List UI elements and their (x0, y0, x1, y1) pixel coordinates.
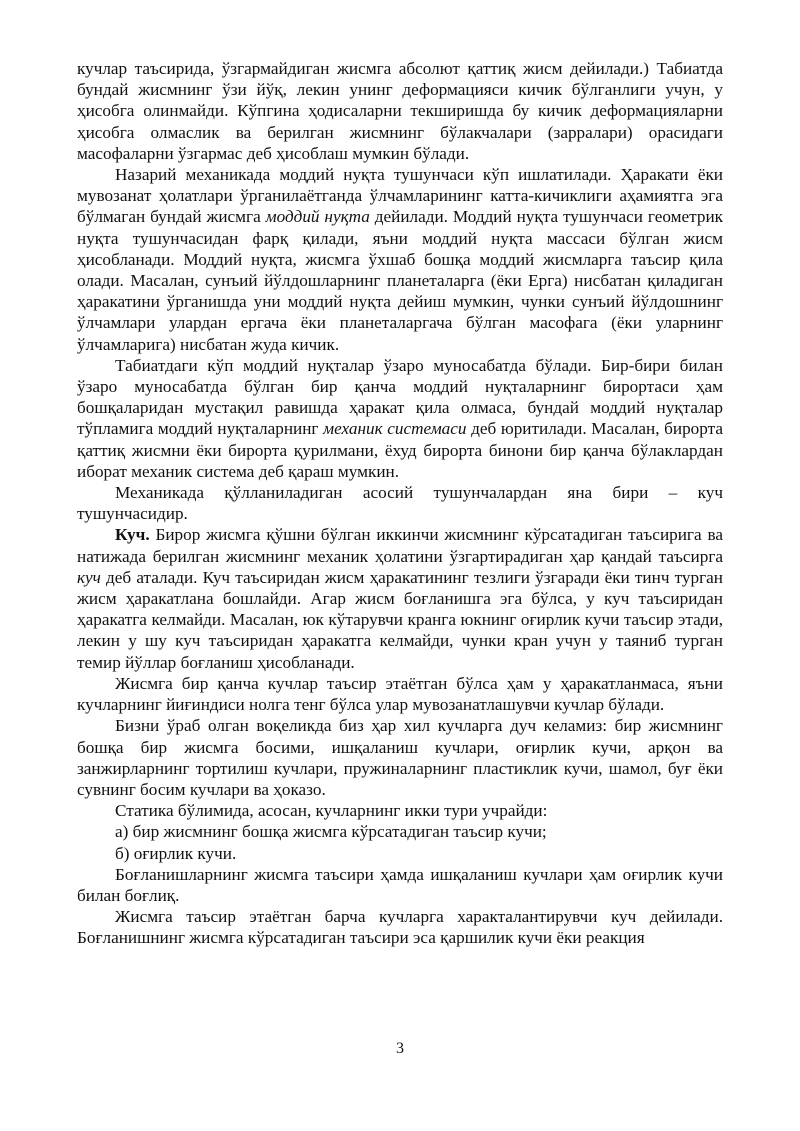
text-run: дейилади. Моддий нуқта тушунчаси геометрик нуқта тушунчасидан фарқ қилади, яъни моддий нуқта массаси бўлган жисм ҳисобланади. Моддий нуқта, жисмга ўхшаб бошқа моддий жисмларга таъсир қила олади. Масалан, сунъий йўлдошларнинг планеталарга (ёки Ерга) нисбатан қиладиган ҳаракатини ўрганишда уни моддий нуқта дейиш мумкин, чунки сунъий йўлдошнинг ўлчамлари улардан ергача ёки планеталаргача бўлган масофага (ёки уларнинг ўлчамларига) нисбатан жуда кичик. (77, 207, 724, 354)
page-number: 3 (396, 1040, 404, 1057)
text-run: деб юритилади. Масалан, бирорта қаттиқ жисмни ёки бирорта қурилмани, ёхуд бирорта бинони бир қанча бўлаклардан иборат механик система деб қараш мумкин. (77, 419, 723, 481)
paragraph (77, 843, 723, 864)
text-run: Табиатдаги кўп моддий нуқталар ўзаро муносабатда бўлади. Бир-бири билан ўзаро муносабатда бўлган бир қанча моддий нуқталарнинг бирортаси ҳам бошқаларидан мустақил равишда ҳаракат қила олмаса, бундай моддий нуқталар тўпламига моддий нуқталарнинг (77, 355, 723, 439)
paragraph (77, 800, 723, 821)
text-run: Боғланишларнинг жисмга таъсири ҳамда ишқаланиш кучлари ҳам оғирлик кучи билан боғлиқ. (77, 864, 723, 905)
paragraph (77, 673, 723, 715)
text-run: а) бир жисмнинг бошқа жисмга кўрсатадиган таъсир кучи; (115, 822, 547, 842)
text-run: Статика бўлимида, асосан, кучларнинг икки тури учрайди: (115, 801, 548, 821)
italic-term: моддий нуқта (265, 207, 370, 227)
italic-term: куч (77, 567, 101, 587)
paragraph (77, 355, 723, 482)
text-run: б) оғирлик кучи. (115, 843, 237, 863)
text-run: Жисмга бир қанча кучлар таъсир этаётган бўлса ҳам у ҳаракатланмаса, яъни кучларнинг йиғиндиси нолга тенг бўлса улар мувозанатлашувчи кучлар бўлади. (77, 673, 723, 715)
text-run: кучлар таъсирида, ўзгармайдиган жисмга абсолют қаттиқ жисм дейилади.) Табиатда бундай жисмнинг ўзи йўқ, лекин унинг деформацияси кичик бўлганлиги учун, у ҳисобга олинмайди. Кўпгина ҳодисаларни текширишда бу кичик деформацияларни ҳисобга олмаслик ва берилган жисмнинг бўлакчалари (зарралари) орасидаги масофаларни ўзгармас деб ҳисоблаш мумкин бўлади. (77, 59, 723, 163)
italic-term: механик системаси (323, 419, 467, 439)
text-run: Бизни ўраб олган воқеликда биз ҳар хил кучларга дуч келамиз: бир жисмнинг бошқа бир жисмга босими, ишқаланиш кучлари, оғирлик кучи, арқон ва занжирларнинг тортилиш кучлари, пружиналарнинг пластиклик кучи, шамол, буғ ёки сувнинг босим кучлари ва ҳоказо. (77, 716, 723, 799)
text-run: Бирор жисмга қўшни бўлган иккинчи жисмнинг кўрсатадиган таъсирига ва натижада берилган жисмнинг механик ҳолатини ўзгартирадиган ҳар қандай таъсирга (77, 525, 723, 566)
paragraph (77, 524, 723, 672)
text-run: Назарий механикада моддий нуқта тушунчаси кўп ишлатилади. Ҳаракати ёки мувозанат ҳолатлари ўрганилаётганда ўлчамларининг катта-кичиклиги аҳамиятга эга бўлмаган бундай жисмга (77, 165, 723, 227)
text-run: Механикада қўлланиладиган асосий тушунчалардан яна бири – куч тушунчасидир. (77, 483, 723, 524)
paragraph (77, 906, 723, 948)
paragraph (77, 715, 723, 800)
text-run: Жисмга таъсир этаётган барча кучларга характалантирувчи куч дейилади. Боғланишнинг жисмга кўрсатадиган таъсири эса қаршилик кучи ёки реакция (77, 907, 723, 948)
paragraph (77, 482, 723, 524)
bold-term: Куч. (115, 525, 150, 545)
paragraph (77, 164, 723, 355)
paragraph (77, 821, 723, 842)
page-body (77, 58, 723, 949)
text-run: деб аталади. Куч таъсиридан жисм ҳаракатининг тезлиги ўзгаради ёки тинч турган жисм ҳаракатлана бошлайди. Агар жисм боғланишга эга бўлса, у куч таъсиридан ҳаракатга келмайди. Масалан, юк кўтарувчи кранга юкнинг оғирлик кучи таъсир этади, лекин у шу куч таъсиридан ҳаракатга келмайди, чунки кран учун у таяниб турган темир йўллар боғланиш ҳисобланади. (77, 567, 723, 672)
paragraph (77, 58, 723, 164)
paragraph (77, 864, 723, 906)
